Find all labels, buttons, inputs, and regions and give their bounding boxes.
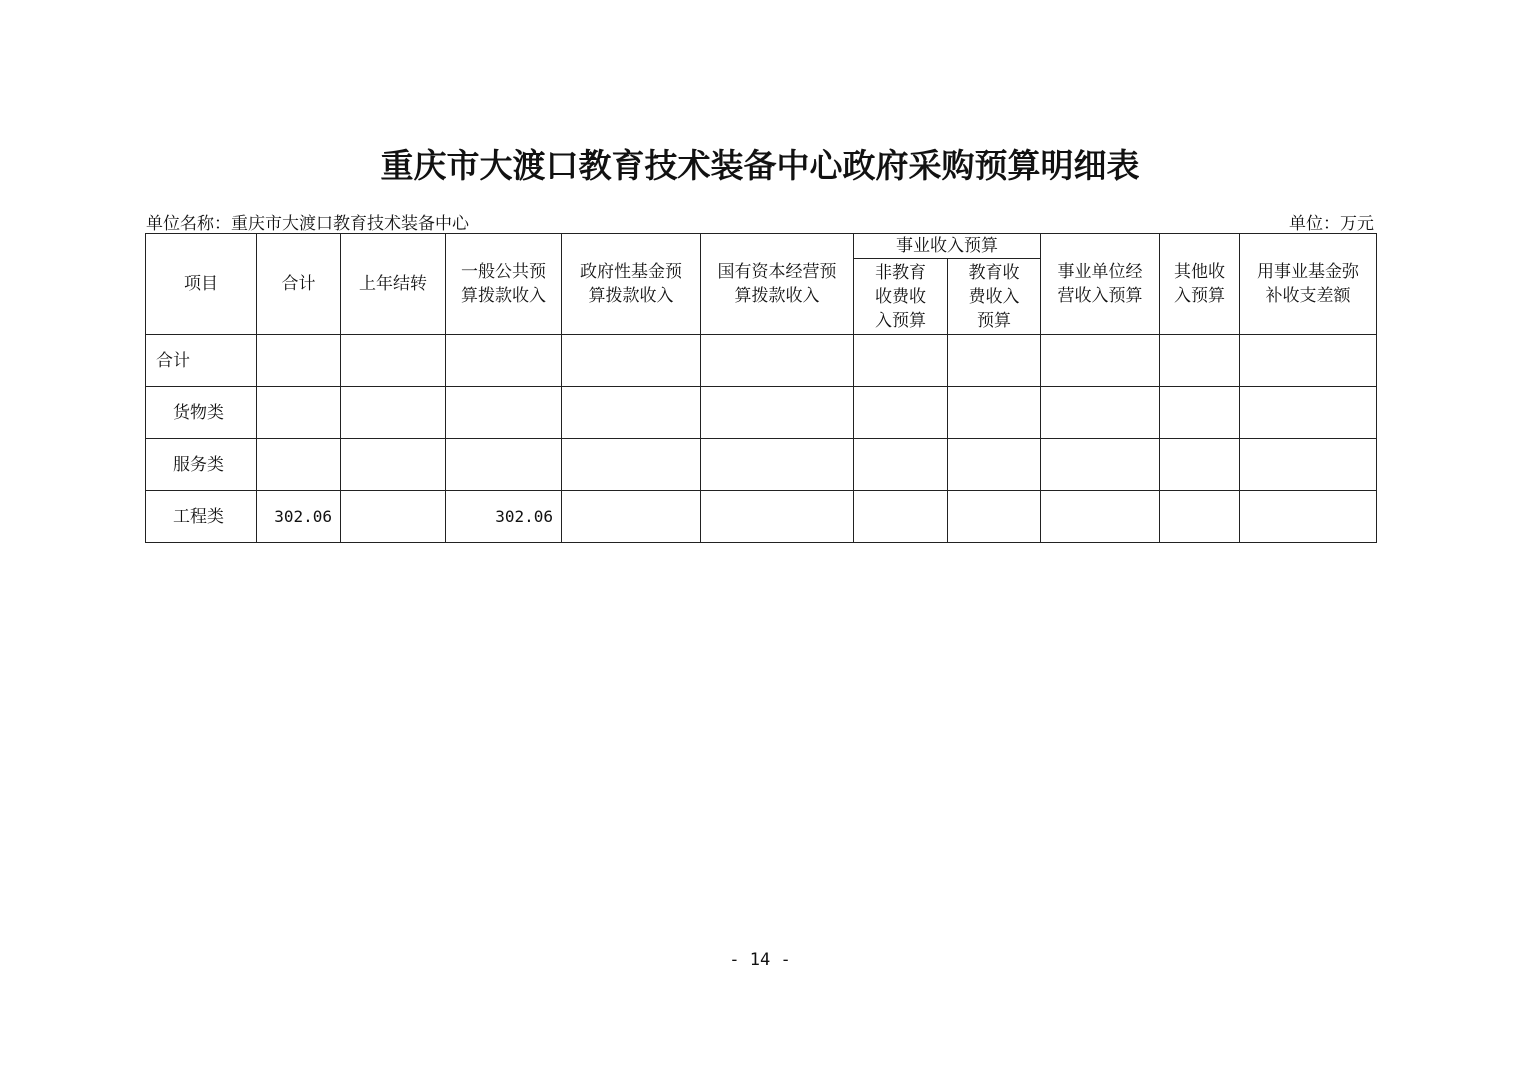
- table-row: [146, 335, 1377, 387]
- cell-edu-fee: [948, 335, 1041, 387]
- cell-carryover: [341, 439, 446, 491]
- cell-gov-fund: [562, 387, 701, 439]
- cell-business-operation: [1041, 439, 1160, 491]
- table-row: [146, 387, 1377, 439]
- header-row: [146, 234, 1377, 259]
- cell-other-income: [1160, 387, 1240, 439]
- header-business-operation-line: 营收入预算: [1057, 286, 1143, 306]
- cell-total: [257, 335, 341, 387]
- cell-general-public: [446, 439, 562, 491]
- cell-gov-fund: [562, 335, 701, 387]
- cell-edu-fee: [948, 491, 1041, 543]
- header-general-public: [446, 234, 562, 335]
- header-non-edu-fee: [854, 259, 948, 335]
- header-non-edu-fee-line: 非教育: [875, 262, 926, 283]
- row-item: 工程类: [146, 491, 257, 543]
- cell-total: [257, 439, 341, 491]
- cell-state-capital: [701, 439, 854, 491]
- cell-other-income: [1160, 439, 1240, 491]
- cell-total: 302.06: [257, 491, 341, 543]
- cell-gov-fund: [562, 491, 701, 543]
- header-business-operation-line: 事业单位经: [1057, 262, 1143, 282]
- cell-fund-offset: [1240, 335, 1377, 387]
- header-business-operation: [1041, 234, 1160, 335]
- header-item: 项目: [146, 234, 257, 335]
- row-item: 货物类: [146, 387, 257, 439]
- header-state-capital-line: 国有资本经营预: [717, 262, 837, 282]
- cell-business-operation: [1041, 387, 1160, 439]
- cell-state-capital: [701, 335, 854, 387]
- cell-general-public: 302.06: [446, 491, 562, 543]
- header-gov-fund-line: 算拨款收入: [588, 286, 674, 306]
- budget-table: [145, 233, 1377, 543]
- header-non-edu-fee-line: 入预算: [875, 310, 926, 331]
- cell-other-income: [1160, 491, 1240, 543]
- cell-edu-fee: [948, 387, 1041, 439]
- header-other-income-line: 入预算: [1174, 286, 1225, 306]
- header-fund-offset-line: 用事业基金弥: [1257, 262, 1359, 282]
- table-row: [146, 491, 1377, 543]
- header-gov-fund: [562, 234, 701, 335]
- header-edu-fee-line: 预算: [977, 310, 1011, 331]
- cell-non-edu-fee: [854, 387, 948, 439]
- cell-fund-offset: [1240, 387, 1377, 439]
- row-item: 服务类: [146, 439, 257, 491]
- cell-business-operation: [1041, 491, 1160, 543]
- cell-state-capital: [701, 387, 854, 439]
- header-business-income: 事业收入预算: [854, 234, 1041, 259]
- header-total: 合计: [257, 234, 341, 335]
- cell-business-operation: [1041, 335, 1160, 387]
- cell-total: [257, 387, 341, 439]
- cell-carryover: [341, 491, 446, 543]
- unit-label: 单位：万元: [1289, 214, 1374, 234]
- unit-name-label: 单位名称：重庆市大渡口教育技术装备中心: [146, 214, 469, 234]
- header-state-capital-line: 算拨款收入: [734, 286, 820, 306]
- cell-gov-fund: [562, 439, 701, 491]
- header-non-edu-fee-line: 收费收: [875, 286, 926, 307]
- header-other-income-line: 其他收: [1174, 262, 1225, 282]
- cell-fund-offset: [1240, 491, 1377, 543]
- cell-non-edu-fee: [854, 491, 948, 543]
- header-other-income: [1160, 234, 1240, 335]
- cell-edu-fee: [948, 439, 1041, 491]
- page-number: - 14 -: [729, 950, 791, 970]
- header-general-public-line: 算拨款收入: [461, 286, 546, 306]
- page-title: 重庆市大渡口教育技术装备中心政府采购预算明细表: [380, 146, 1140, 185]
- header-carryover: 上年结转: [341, 234, 446, 335]
- cell-carryover: [341, 387, 446, 439]
- header-edu-fee: [948, 259, 1041, 335]
- header-gov-fund-line: 政府性基金预: [580, 262, 682, 282]
- table-row: [146, 439, 1377, 491]
- header-fund-offset: [1240, 234, 1377, 335]
- header-state-capital: [701, 234, 854, 335]
- cell-general-public: [446, 387, 562, 439]
- cell-other-income: [1160, 335, 1240, 387]
- cell-state-capital: [701, 491, 854, 543]
- header-edu-fee-line: 费收入: [968, 286, 1020, 307]
- header-fund-offset-line: 补收支差额: [1265, 286, 1351, 306]
- cell-non-edu-fee: [854, 439, 948, 491]
- cell-fund-offset: [1240, 439, 1377, 491]
- cell-general-public: [446, 335, 562, 387]
- cell-carryover: [341, 335, 446, 387]
- header-edu-fee-line: 教育收: [968, 262, 1020, 283]
- header-general-public-line: 一般公共预: [461, 262, 546, 282]
- cell-non-edu-fee: [854, 335, 948, 387]
- row-item: 合计: [146, 335, 257, 387]
